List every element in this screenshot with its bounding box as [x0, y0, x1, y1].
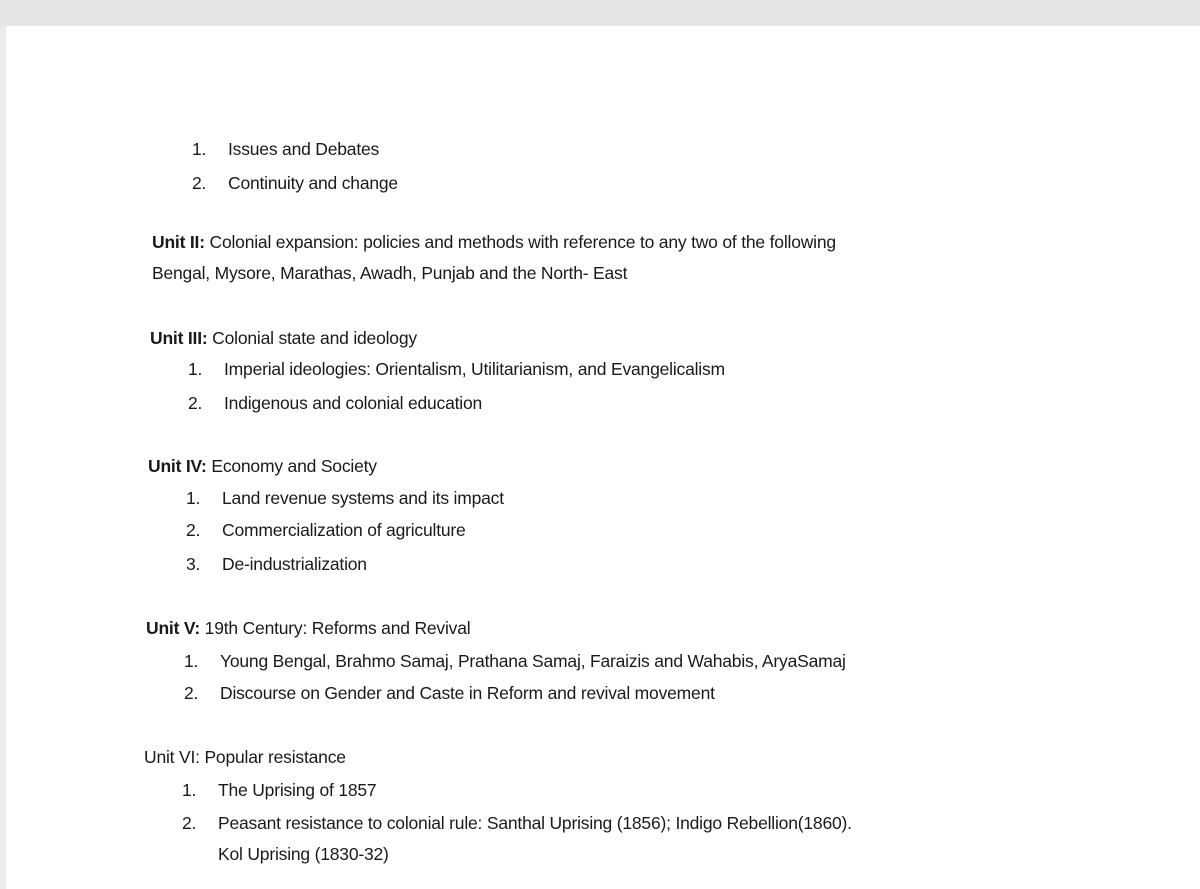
document-page: [6, 26, 1200, 889]
list-item: [186, 487, 504, 509]
list-text: Issues and Debates: [228, 139, 380, 159]
list-text: Discourse on Gender and Caste in Reform and revival movement: [220, 683, 715, 703]
list-number: 1.: [186, 488, 201, 508]
list-text: Imperial ideologies: Orientalism, Utilitarianism, and Evangelicalism: [224, 359, 725, 379]
list-item: [184, 682, 715, 704]
list-text: Young Bengal, Brahmo Samaj, Prathana Samaj, Faraizis and Wahabis, AryaSamaj: [220, 651, 846, 671]
unit-label: Unit V:: [146, 618, 201, 638]
list-number: 2.: [186, 520, 201, 540]
unit-2-continuation: [152, 262, 627, 284]
list-text: Kol Uprising (1830-32): [218, 844, 389, 864]
unit-title: Colonial state and ideology: [207, 328, 417, 348]
list-number: 2.: [192, 173, 207, 193]
unit-label: Unit IV:: [148, 456, 207, 476]
unit-title: 19th Century: Reforms and Revival: [200, 618, 471, 638]
list-number: 1.: [182, 780, 197, 800]
list-item: [182, 812, 852, 834]
list-item: [184, 650, 846, 672]
list-text: Commercialization of agriculture: [222, 520, 466, 540]
list-text: Continuity and change: [228, 173, 398, 193]
unit-title: Unit VI: Popular resistance: [144, 747, 346, 767]
list-item: [186, 553, 367, 575]
list-text: Indigenous and colonial education: [224, 393, 483, 413]
unit-title: Colonial expansion: policies and methods with reference to any two of the following: [204, 232, 836, 252]
list-item: [188, 392, 482, 414]
list-item: [192, 138, 379, 160]
unit-title-continuation: Bengal, Mysore, Marathas, Awadh, Punjab and the North- East: [152, 263, 628, 283]
list-item-continuation: [218, 843, 389, 865]
unit-title: Economy and Society: [206, 456, 377, 476]
unit-6-heading: [144, 746, 346, 768]
list-number: 2.: [184, 683, 199, 703]
list-number: 1.: [188, 359, 203, 379]
list-text: Land revenue systems and its impact: [222, 488, 504, 508]
list-text: De-industrialization: [222, 554, 367, 574]
list-item: [186, 519, 466, 541]
unit-label: Unit III:: [150, 328, 208, 348]
list-text: The Uprising of 1857: [218, 780, 377, 800]
list-number: 1.: [184, 651, 199, 671]
unit-4-heading: [148, 455, 377, 477]
list-item: [182, 779, 376, 801]
top-bar: [0, 0, 1200, 26]
list-item: [192, 172, 398, 194]
list-number: 2.: [182, 813, 197, 833]
list-number: 2.: [188, 393, 203, 413]
list-text: Peasant resistance to colonial rule: Santhal Uprising (1856); Indigo Rebellion(1860).: [218, 813, 852, 833]
unit-3-heading: [150, 327, 417, 349]
unit-2-heading: [152, 231, 836, 253]
list-item: [188, 358, 725, 380]
list-number: 3.: [186, 554, 201, 574]
unit-label: Unit II:: [152, 232, 205, 252]
unit-5-heading: [146, 617, 470, 639]
list-number: 1.: [192, 139, 207, 159]
